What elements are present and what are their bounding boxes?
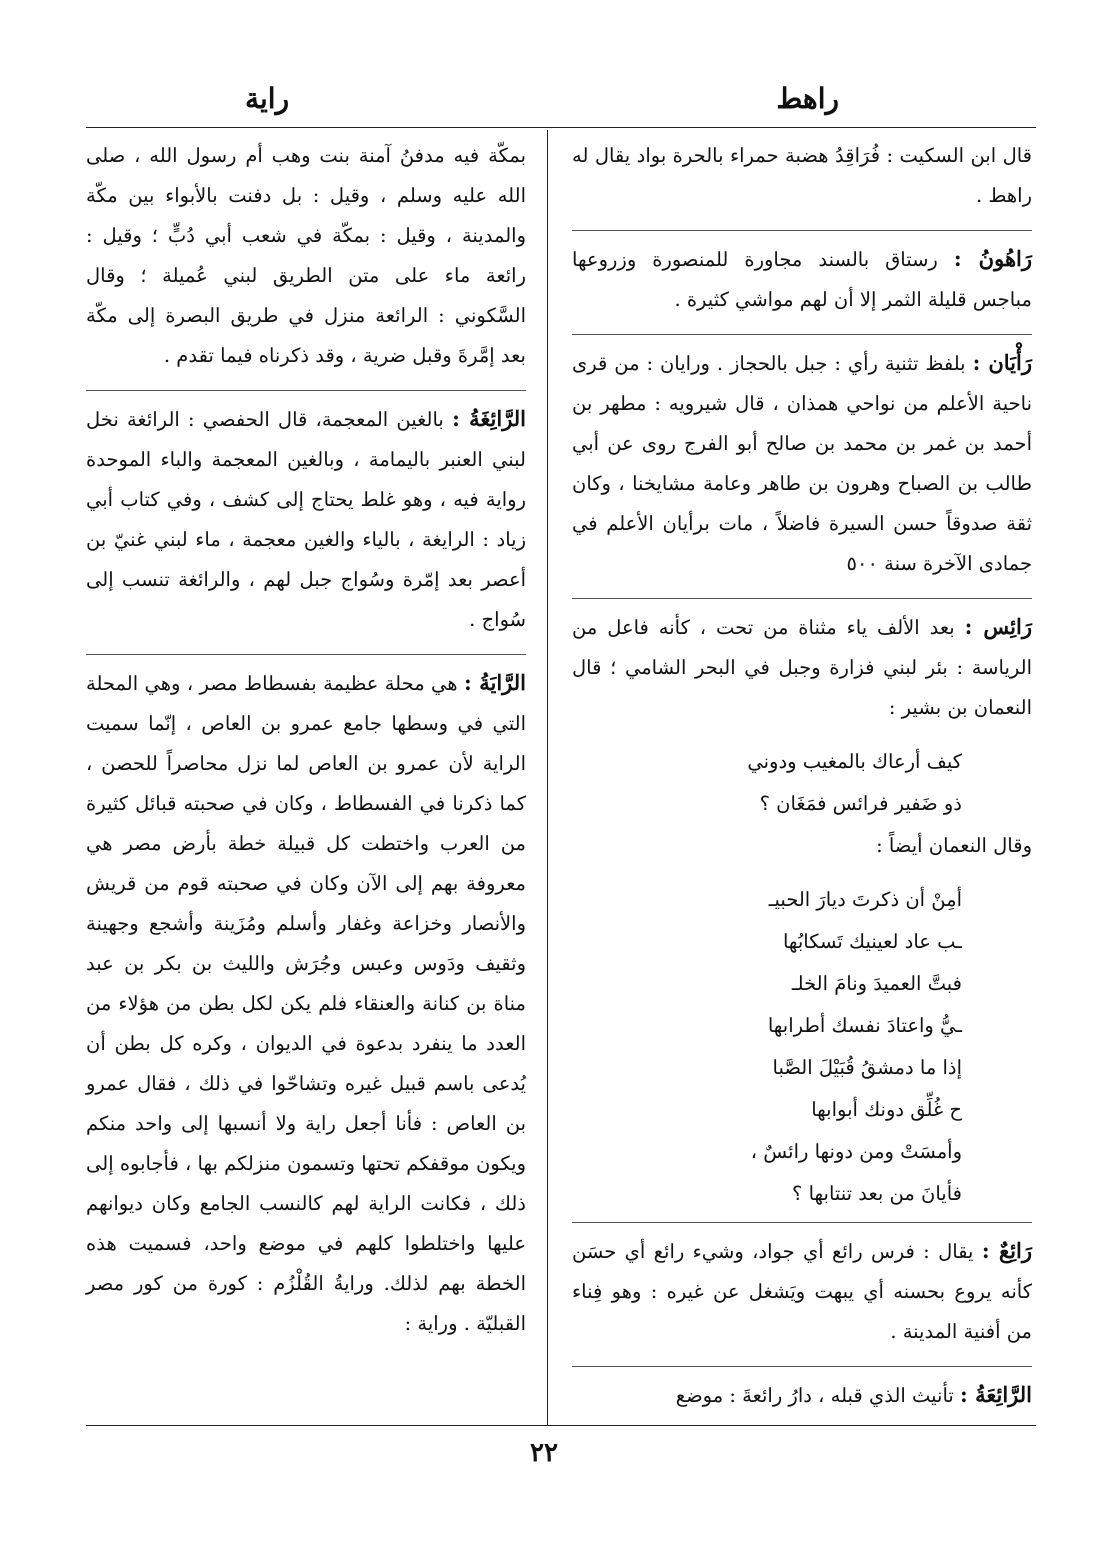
verse-line: ح غُلِّق دونك أبوابها <box>811 1098 962 1121</box>
entry <box>572 239 1032 320</box>
entry <box>572 1375 1032 1416</box>
verse-line: وأمسَتْ ومن دونها رائسٌ ، <box>750 1140 962 1163</box>
entry-headword: الرَّائِغَةُ : <box>452 406 527 431</box>
verse-line: أمِنْ أن ذكرتَ ديارَ الحبيـ <box>768 888 962 911</box>
entry-separator <box>572 334 1032 335</box>
entry-separator <box>86 390 526 391</box>
entry <box>572 1231 1032 1352</box>
verse-line: كيف أرعاك بالمغيب ودوني <box>747 750 962 773</box>
entry-text: وقال النعمان أيضاً : <box>876 834 1032 857</box>
entry-text: بالغين المعجمة، قال الحفصي : الرائغة نخل لبني العنبر باليمامة ، وبالغين المعجمة والباء الموحدة رواية فيه ، وهو غلط يحتاج إلى كشف ، وفي كتاب أبي زياد : الرايغة ، بالياء والغين معجمة ، ماء لبني غنيّ بن أعصر بعد إمّرة وسُواج جبل لهم ، والرائغة تنسب إلى سُواج . <box>86 408 526 631</box>
entry-separator <box>572 230 1032 231</box>
entry <box>572 136 1032 216</box>
entry-text: رستاق بالسند مجاورة للمنصورة وزروعها مباجس قليلة الثمر إلا أن لهم مواشي كثيرة . <box>572 248 1032 311</box>
column-divider <box>547 130 548 1425</box>
entry <box>86 136 526 376</box>
entry-headword: رَائِس : <box>964 614 1032 639</box>
entry-headword: رَائِعٌ : <box>981 1238 1033 1263</box>
left-column <box>86 136 526 1358</box>
entry <box>572 826 1032 866</box>
right-column <box>572 136 1032 1430</box>
entry-separator <box>572 1222 1032 1223</box>
bottom-rule <box>86 1425 1036 1426</box>
entry-text: تأنيث الذي قبله ، دارُ رائعةَ : موضع <box>675 1384 954 1407</box>
entry-separator <box>572 1366 1032 1367</box>
entry-text: بعد الألف ياء مثناة من تحت ، كأنه فاعل من الرياسة : بئر لبني فزارة وجبل في البحر الشامي ؛ قال النعمان بن بشير : <box>572 616 1032 719</box>
verse-line: ذو ضَفير فرائس فمَغَان ؟ <box>759 792 962 815</box>
entry-text: قال ابن السكيت : فُرَاقِدُ هضبة حمراء بالحرة بواد يقال له راهط . <box>572 144 1032 207</box>
running-header-left: راية <box>245 82 290 115</box>
verse-line: ـيُّ واعتادَ نفسك أطرابها <box>767 1014 962 1037</box>
running-header-right: راهط <box>776 82 839 115</box>
entry-text: يقال : فرس رائع أي جواد، وشيء رائع أي حسَن كأنه يروع بحسنه أي يبهت ويَشغل عن غيره : وهو فِناء من أفنية المدينة . <box>572 1240 1032 1343</box>
entry-text: هي محلة عظيمة بفسطاط مصر ، وهي المحلة التي في وسطها جامع عمرو بن العاص ، إنّما سميت الراية لأن عمرو بن العاص لما نزل محاصراً للحصن ، كما ذكرنا في الفسطاط ، وكان في صحبته قبائل كثيرة من العرب واختطت كل قبيلة خطة بأرض مصر هي معروفة بهم إلى الآن وكان في صحبته قوم من قريش والأنصار وخزاعة وغفار وأسلم ومُزَينة وأشجع وجهينة وثقيف ودَوس وعبس وجُرَش والليث بن بكر بن عبد مناة بن كنانة والعنقاء فلم يكن لكل بطن من هؤلاء من العدد ما ينفرد بدعوة في الديوان ، وكره كل بطن أن يُدعى باسم قبيل غيره وتشاحّوا في ذلك ، فقال عمرو بن العاص : فأنا أجعل راية ولا أنسبها إلى واحد منكم ويكون موقفكم تحتها وتسمون منزلكم بها ، فأجابوه إلى ذلك ، فكانت الراية لهم كالنسب الجامع وكان ديوانهم عليها واختلطوا كلهم في موضع واحد، فسميت هذه الخطة بهم لذلك. ورايةُ القُلْزُم : كورة من كور مصر القبليّة . وراية : <box>86 672 526 1335</box>
verse-line: إذا ما دمشقُ قُبَيْلَ الصَّبا <box>772 1056 962 1079</box>
entry-text: بمكّة فيه مدفنُ آمنة بنت وهب أم رسول الله ، صلى الله عليه وسلم ، وقيل : بل دفنت بالأبواء بين مكّة والمدينة ، وقيل : بمكّة في شعب أبي دُبٍّ ؛ وقيل : رائعة ماء على متن الطريق لبني عُميلة ؛ وقال السَّكوني : الرائعة منزل في طريق البصرة إلى مكّة بعد إمَّرةَ وقبل ضرية ، وقد ذكرناه فيما تقدم . <box>86 144 526 367</box>
verse-line: ـب عاد لعينيك تَسكابُها <box>782 930 962 953</box>
entry-text: بلفظ تثنية رأي : جبل بالحجاز . ورايان : من قرى ناحية الأعلم من نواحي همذان ، قال شيرويه : مطهر بن أحمد بن غمر بن محمد بن صالح أبو الفرج روى عن أبي طالب بن الصباح وهرون بن طاهر وعامة مشايخنا ، وكان ثقة صدوقاً حسن السيرة فاضلاً ، مات برأيان الأعلم في جمادى الآخرة سنة ٥٠٠ <box>572 352 1032 575</box>
verse-line: فأيانَ من بعد تنتابها ؟ <box>792 1182 962 1205</box>
entry <box>572 343 1032 584</box>
entry-headword: الرَّائِعَةُ : <box>960 1382 1032 1407</box>
entry <box>86 399 526 640</box>
entry-headword: رَاهُونُ : <box>953 246 1033 271</box>
entry <box>86 663 526 1344</box>
verse-line: فبتَّ العميدَ ونامَ الخلـ <box>791 972 962 995</box>
poem <box>572 880 1032 1214</box>
entry-headword: رَأْيَان : <box>972 350 1032 375</box>
entry-headword: الرَّايَةُ : <box>463 670 526 695</box>
page-number: ٢٢ <box>530 1438 558 1468</box>
entry-separator <box>86 654 526 655</box>
poem <box>572 742 1032 824</box>
entry <box>572 607 1032 728</box>
entry-separator <box>572 598 1032 599</box>
top-rule <box>86 127 1036 128</box>
